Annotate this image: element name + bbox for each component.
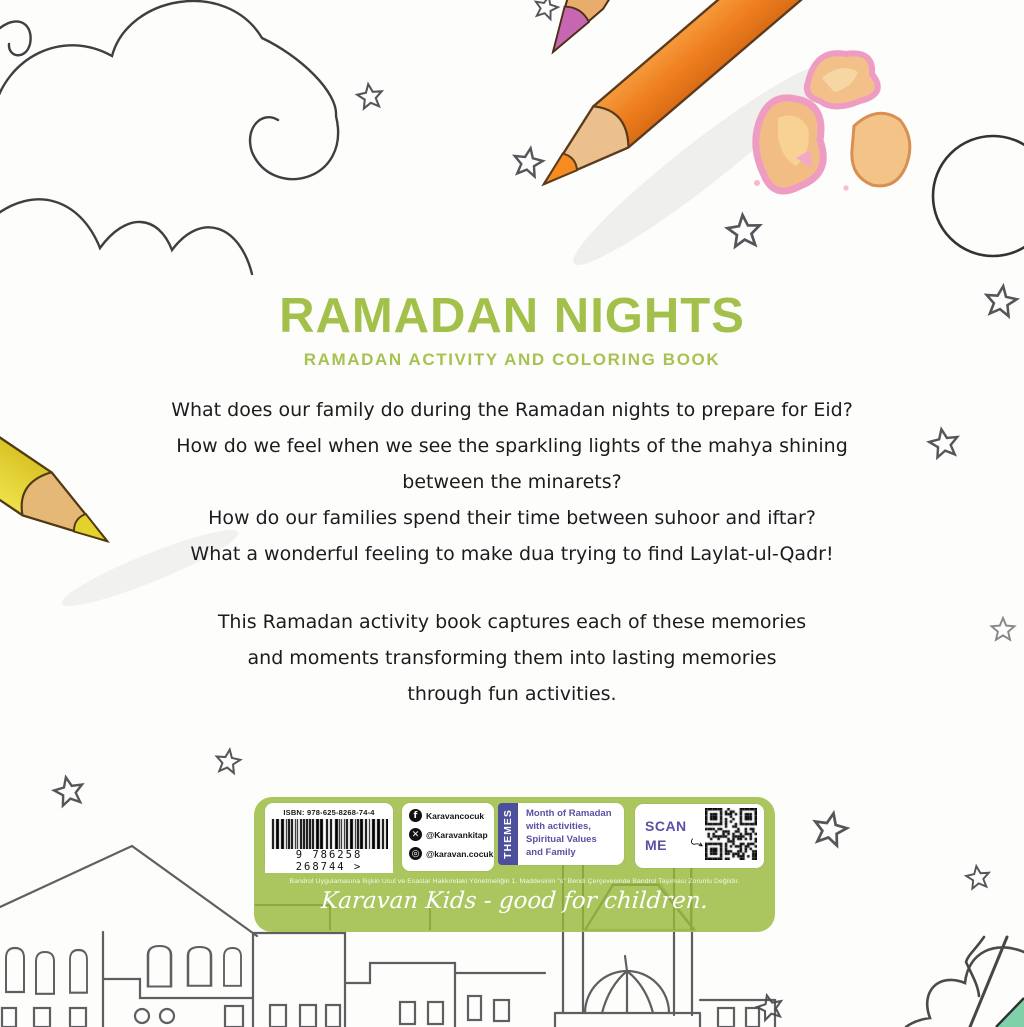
book-title: RAMADAN NIGHTS	[279, 289, 745, 343]
description-text	[218, 604, 806, 712]
publisher-tagline: Karavan Kids - good for children.	[320, 888, 709, 914]
intro-line: What does our family do during the Ramadan nights to prepare for Eid?	[171, 399, 853, 421]
yellow-pencil-image	[0, 348, 121, 563]
social-row	[409, 828, 494, 841]
moon-icon	[933, 136, 1024, 256]
instagram-icon: ◎	[409, 847, 422, 860]
themes-box	[518, 803, 624, 865]
instagram-handle: @karavan.cocuk	[426, 848, 494, 859]
x-handle: @Karavankitap	[426, 829, 488, 840]
social-row	[409, 847, 494, 860]
themes-line: Spiritual Values	[526, 834, 597, 845]
themes-line: and Family	[526, 847, 576, 858]
facebook-handle: Karavancocuk	[426, 810, 485, 821]
description-line: and moments transforming them into lasting memories	[247, 647, 777, 669]
themes-tab	[498, 803, 518, 865]
themes-line: Month of Ramadan	[526, 808, 612, 819]
title-block	[0, 288, 1024, 370]
isbn-label: ISBN: 978-625-8268-74-4	[283, 808, 375, 817]
x-icon: ✕	[409, 828, 422, 841]
legal-text: Bandrol Uygulamasına İlişkin Usul ve Esaslar Hakkındaki Yönetmeliğin 1. Maddesinin "s" Bendi Çerçevesinde Bandrol Taşıması Zorunlu Değildir.	[289, 878, 740, 885]
themes-line: with activities,	[526, 821, 591, 832]
intro-text	[171, 392, 853, 572]
intro-line: How do we feel when we see the sparkling lights of the mahya shining	[176, 435, 848, 457]
purple-pencil-image	[537, 0, 670, 62]
isbn-barcode-box	[265, 803, 393, 871]
book-subtitle: RAMADAN ACTIVITY AND COLORING BOOK	[303, 350, 721, 369]
green-pencil-image	[996, 998, 1024, 1027]
intro-line: between the minarets?	[402, 471, 622, 493]
publisher-banner	[254, 797, 775, 932]
cloud-line-art	[0, 1, 338, 274]
scan-me-label	[645, 817, 687, 855]
facebook-icon: f	[409, 809, 422, 822]
social-row	[409, 809, 494, 822]
scan-word: ME	[645, 837, 667, 853]
themes-label: THEMES	[502, 809, 515, 859]
intro-line: How do our families spend their time between suhoor and iftar?	[208, 507, 816, 529]
pencil-shavings-image	[754, 53, 910, 191]
scan-me-box	[635, 804, 764, 868]
social-handles-box	[402, 803, 494, 871]
intro-line: What a wonderful feeling to make dua trying to find Laylat-ul-Qadr!	[190, 543, 834, 565]
qr-code-image	[705, 808, 757, 860]
description-line: through fun activities.	[407, 683, 617, 705]
scan-word: SCAN	[645, 818, 687, 834]
doodle-arrow-icon	[691, 830, 703, 856]
description-line: This Ramadan activity book captures each of these memories	[217, 611, 807, 633]
barcode-digits: 9 786258 268744 >	[265, 849, 393, 873]
qr-code	[705, 808, 757, 865]
